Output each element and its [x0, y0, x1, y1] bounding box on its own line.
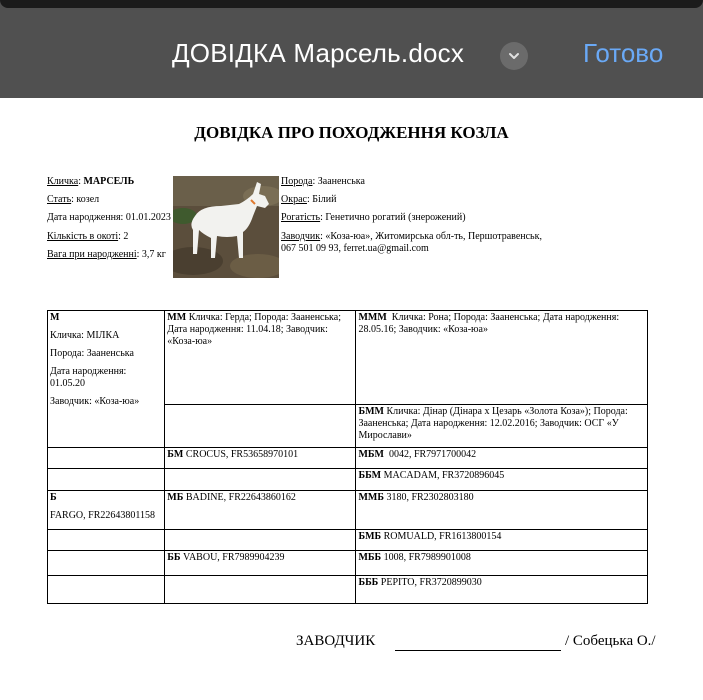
mmm-text: Кличка: Рона; Порода: Зааненська; Дата народження: 28.05.16; Заводчик: «Коза-юа»	[358, 312, 620, 335]
breeder-signature-label: ЗАВОДЧИК	[296, 633, 376, 649]
sire-text: FARGO, FR22643801158	[50, 510, 156, 521]
weight-field: Вага при народженні: 3,7 кг	[47, 249, 166, 260]
mbm-cell: МБМ 0042, FR7971700042	[356, 448, 648, 469]
dam-name: Кличка: МІЛКА	[50, 330, 120, 341]
mb-empty-cell	[165, 530, 356, 551]
dam-empty-cell-2	[48, 469, 165, 491]
done-button[interactable]: Готово	[583, 38, 664, 68]
sire-empty-cell-1	[48, 530, 165, 551]
mb-cell: МБ BADINE, FR22643860162	[165, 491, 356, 530]
sire-heading: Б	[50, 492, 57, 503]
bbm-cell: ББМ MACADAM, FR3720896045	[356, 469, 648, 491]
birth-value: 01.01.2023	[125, 212, 171, 223]
goat-photo	[173, 176, 279, 278]
status-bar-edge	[0, 0, 703, 8]
breeder-value: «Коза-юа», Житомирська обл-ть, Першотравенськ,	[325, 231, 542, 242]
breeder-label: Заводчик	[281, 231, 321, 242]
horn-label: Рогатість	[281, 212, 321, 223]
name-field: Кличка: МАРСЕЛЬ	[47, 176, 135, 187]
sire-empty-cell-3	[48, 576, 165, 604]
horn-field: Рогатість: Генетично рогатий (знерожений)	[281, 212, 466, 223]
bb-cell: ББ VABOU, FR7989904239	[165, 551, 356, 576]
mmb-cell: ММБ 3180, FR2302803180	[356, 491, 648, 530]
mm-cell: ММ Кличка: Герда; Порода: Зааненська; Дата народження: 11.04.18; Заводчик: «Коза-юа»	[165, 311, 356, 405]
bbb-text: PEPITO, FR3720899030	[380, 577, 482, 588]
bm-cell: БМ CROCUS, FR53658970101	[165, 448, 356, 469]
signature-name: / Собецька О./	[565, 633, 656, 649]
bmm-cell: БММ Кличка: Дінар (Дінара х Цезарь «Золота Коза»); Порода: Зааненська; Дата народження: 12.02.2016; Заводчик: ОСГ «У Мирослави»	[356, 405, 648, 448]
sire-cell	[48, 491, 165, 530]
mm-text: Кличка: Герда; Порода: Зааненська; Дата народження: 11.04.18; Заводчик: «Коза-юа»	[167, 312, 341, 347]
dam-heading: М	[50, 312, 60, 323]
bmm-text: Кличка: Дінар (Дінара х Цезарь «Золота Коза»); Порода: Зааненська; Дата народження: 12.02.2016; Заводчик: ОСГ «У Мирослави»	[358, 406, 628, 441]
birth-field: Дата народження: 01.01.2023	[47, 212, 171, 223]
mb-text: BADINE, FR22643860162	[185, 492, 296, 503]
bb-empty-cell	[165, 576, 356, 604]
color-label: Окрас	[281, 194, 307, 205]
weight-value: 3,7 кг	[141, 249, 166, 260]
breed-label: Порода	[281, 176, 313, 187]
sex-label: Стать	[47, 194, 72, 205]
color-value: Білий	[312, 194, 337, 205]
litter-label: Кількість в окоті	[47, 231, 119, 242]
breed-value: Зааненська	[317, 176, 365, 187]
bbb-cell: БББ PEPITO, FR3720899030	[356, 576, 648, 604]
chevron-down-icon[interactable]	[500, 42, 528, 70]
dam-empty-cell-1	[48, 448, 165, 469]
sex-value: козел	[76, 194, 100, 205]
breeder-field: Заводчик: «Коза-юа», Житомирська обл-ть, Першотравенськ,	[281, 231, 542, 242]
mbb-cell: МББ 1008, FR7989901008	[356, 551, 648, 576]
breed-field: Порода: Зааненська	[281, 176, 365, 187]
dam-breeder: Заводчик: «Коза-юа»	[50, 396, 140, 407]
mmb-text: 3180, FR2302803180	[386, 492, 474, 503]
litter-field: Кількість в окоті: 2	[47, 231, 129, 242]
name-label: Кличка	[47, 176, 79, 187]
bm-empty-cell	[165, 469, 356, 491]
pedigree-table	[47, 310, 648, 604]
horn-value: Генетично рогатий (знерожений)	[325, 212, 466, 223]
dam-cell	[48, 311, 165, 448]
mmm-cell: МММ Кличка: Рона; Порода: Зааненська; Дата народження: 28.05.16; Заводчик: «Коза-юа»	[356, 311, 648, 405]
dam-birth: Дата народження: 01.05.20	[50, 366, 127, 389]
sire-empty-cell-2	[48, 551, 165, 576]
bbm-text: MACADAM, FR3720896045	[383, 470, 505, 481]
weight-label: Вага при народженні	[47, 249, 137, 260]
bm-text: CROCUS, FR53658970101	[185, 449, 299, 460]
litter-value: 2	[123, 231, 129, 242]
name-value: МАРСЕЛЬ	[83, 176, 135, 187]
document-viewer-header	[0, 0, 703, 98]
mm-empty-cell	[165, 405, 356, 448]
signature-line	[395, 650, 561, 651]
color-field: Окрас: Білий	[281, 194, 337, 205]
bmb-text: ROMUALD, FR1613800154	[383, 531, 502, 542]
bmb-cell: БМБ ROMUALD, FR1613800154	[356, 530, 648, 551]
sex-field: Стать: козел	[47, 194, 100, 205]
bb-text: VABOU, FR7989904239	[183, 552, 285, 563]
document-title: ДОВІДКА ПРО ПОХОДЖЕННЯ КОЗЛА	[194, 123, 509, 142]
document-file-name[interactable]: ДОВІДКА Марсель.docx	[172, 38, 465, 68]
dam-breed: Порода: Зааненська	[50, 348, 134, 359]
mbm-text: 0042, FR7971700042	[388, 449, 477, 460]
birth-label: Дата народження	[47, 212, 121, 223]
mbb-text: 1008, FR7989901008	[383, 552, 471, 563]
breeder-contact: 067 501 09 93, ferret.ua@gmail.com	[281, 243, 429, 254]
